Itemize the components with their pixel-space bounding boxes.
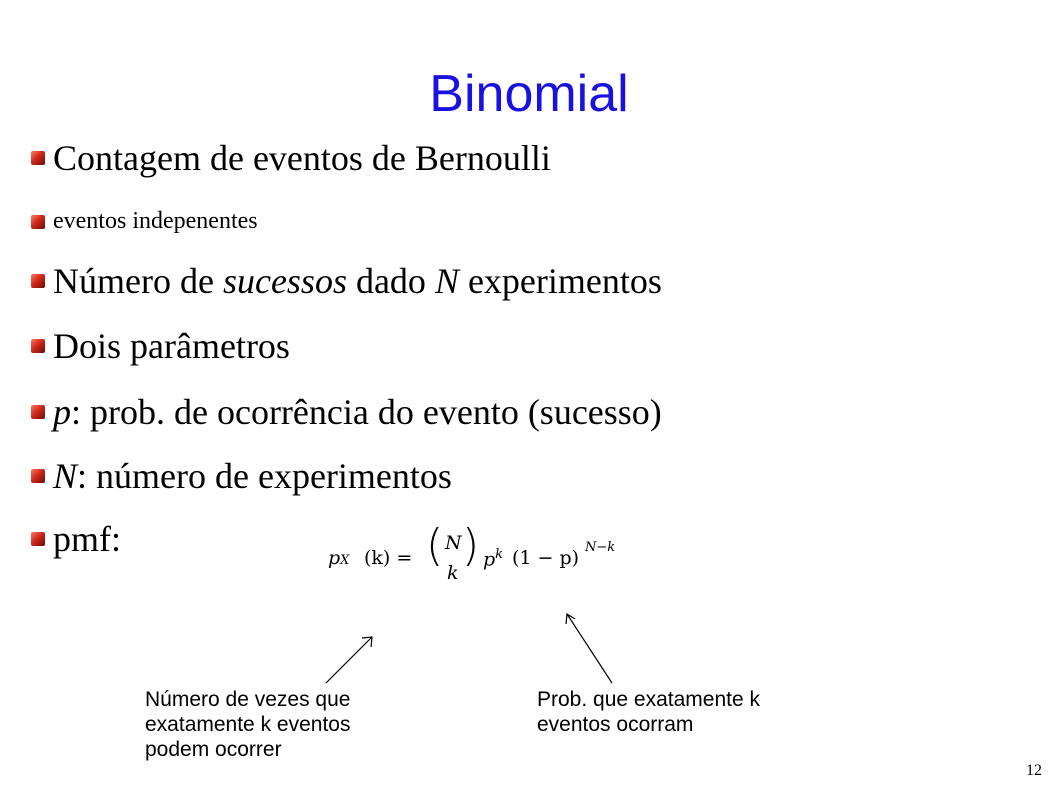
formula-lhs-sub: X [340,553,350,568]
bullet-item [31,137,551,179]
bullet-text-run: N [434,261,459,301]
arrow-right-head [566,614,575,624]
bullet-item [31,325,290,367]
bullet-item [31,208,258,235]
bullet-text-run: p [53,392,71,432]
bullet-marker-icon [31,151,45,165]
annotation-left: Número de vezes que exatamente k eventos podem ocorrer [145,688,351,761]
annotation-right: Prob. que exatamente k eventos ocorram [537,688,760,736]
bullet-item [31,455,452,497]
bullet-text-run: Dois parâmetros [53,326,290,366]
bullet-text-run: : número de experimentos [77,456,452,496]
bullet-text-run: eventos indepenentes [53,208,258,234]
bullet-marker-icon [31,215,45,229]
bullet-text [53,455,452,497]
bullet-item [31,391,662,433]
bullet-marker-icon [31,274,45,288]
bullet-text-run: Contagem de eventos de Bernoulli [53,138,551,178]
bullet-text-run: pmf: [53,519,121,559]
bullet-marker-icon [31,405,45,419]
bullet-text [53,518,121,560]
bullet-text [53,208,258,235]
binom-left-paren: ( [426,520,444,571]
bullet-text-run: dado [346,261,435,301]
bullet-text-run: experimentos [458,261,662,301]
slide-title: Binomial [429,65,629,123]
bullet-text-run: : prob. de ocorrência do evento (sucesso) [71,392,662,432]
bullet-marker-icon [31,339,45,353]
bullet-text [53,391,662,433]
bullet-item [31,260,662,302]
formula-rhs-sup: k [495,547,504,562]
formula-lhs-arg: (k) = [364,547,413,569]
formula-rhs-paren: (1 − p) [512,547,580,569]
binom-top: N [445,532,462,554]
bullet-item [31,518,121,560]
bullet-marker-icon [31,532,45,546]
binom-right-paren: ) [462,520,480,571]
formula-lhs-p: p [328,547,341,569]
bullet-text-run: Número de [53,261,223,301]
bullet-text [53,137,551,179]
arrow-right-line [567,614,612,683]
page-number: 12 [1026,762,1042,779]
bullet-marker-icon [31,469,45,483]
bullet-text [53,325,290,367]
binom-bottom: k [447,562,459,584]
formula-rhs-exp: N−k [585,540,616,555]
formula-rhs-p: p [483,548,496,571]
bullet-text-run: N [53,456,78,496]
bullet-text [53,260,662,302]
arrow-left-head [362,637,372,647]
arrow-left-line [326,637,372,683]
bullet-text-run: sucessos [222,261,347,301]
pmf-formula [328,520,628,592]
